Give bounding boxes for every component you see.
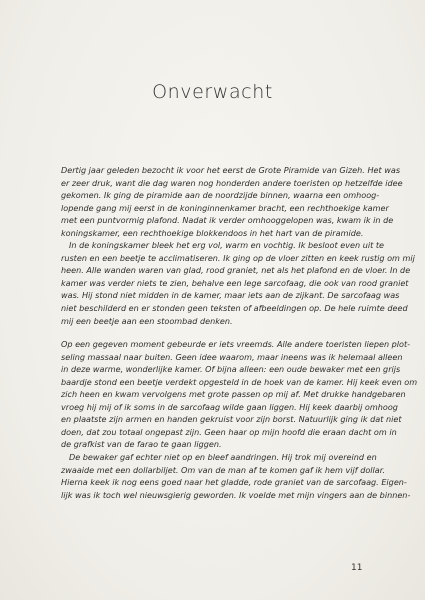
paragraph: [61, 338, 418, 451]
text-line: lopende gang mij eerst in de koninginnenkamer bracht, een rechthoekige kamer: [61, 202, 389, 213]
text-line: baardje stond een beetje verdekt opgesteld in de hoek van de kamer. Hij keek even om: [61, 376, 418, 387]
text-line: in deze warme, wonderlijke kamer. Of bijna alleen: een oude bewaker met een grijs: [61, 364, 401, 375]
text-line: mij een beetje aan een stoombad denken.: [61, 315, 233, 326]
text-line: Op een gegeven moment gebeurde er iets vreemds. Alle andere toeristen liepen plot-: [61, 339, 411, 350]
text-line: koningskamer, een rechthoekige blokkendoos in het hart van de piramide.: [61, 227, 364, 238]
text-line: kamer was verder niets te zien, behalve een lege sarcofaag, die ook van rood graniet: [61, 277, 409, 288]
text-line: zich heen en kwam vervolgens met grote passen op mij af. Met drukke handgebaren: [61, 389, 406, 400]
text-line: de grafkist van de farao te gaan liggen.: [61, 439, 222, 450]
paragraph: [61, 451, 411, 501]
text-line: De bewaker gaf echter niet op en bleef aandringen. Hij trok mij overeind en: [69, 452, 377, 463]
text-line: seling massaal naar buiten. Geen idee waarom, maar ineens was ik helemaal alleen: [61, 351, 403, 362]
text-line: niet beschilderd en er stonden geen teksten of afbeeldingen op. De hele ruimte deed: [61, 303, 408, 314]
text-line: met een puntvormig plafond. Nadat ik verder omhooggelopen was, kwam ik in de: [61, 215, 394, 226]
text-line: gekomen. Ik ging de piramide aan de noordzijde binnen, waarna een omhoog-: [61, 190, 380, 201]
text-line: Hierna keek ik nog eens goed naar het gladde, rode graniet van de sarcofaag. Eigen-: [61, 477, 407, 488]
page-number: 11: [351, 563, 363, 573]
text-line: rusten en een beetje te acclimatiseren. Ik ging op de vloer zitten en keek rustig om mij: [61, 252, 415, 263]
text-line: er zeer druk, want die dag waren nog honderden andere toeristen op hetzelfde idee: [61, 177, 403, 188]
text-line: heen. Alle wanden waren van glad, rood graniet, net als het plafond en de vloer. In de: [61, 265, 411, 276]
text-line: zwaaide met een dollarbiljet. Om van de man af te komen gaf ik hem vijf dollar.: [61, 464, 385, 475]
text-line: en plaatste zijn armen en handen gekruist voor zijn borst. Natuurlijk ging ik dat niet: [61, 414, 402, 425]
text-line: vroeg hij mij of ik soms in de sarcofaag wilde gaan liggen. Hij keek daarbij omhoog: [61, 401, 398, 412]
text-line: lijk was ik toch wel nieuwsgierig geworden. Ik voelde met mijn vingers aan de binnen-: [61, 489, 411, 500]
text-line: doen, dat zou totaal ongepast zijn. Geen haar op mijn hoofd die eraan dacht om in: [61, 426, 397, 437]
body-text: [61, 164, 418, 501]
paragraph: [61, 239, 415, 327]
text-line: was. Hij stond niet midden in de kamer, maar iets aan de zijkant. De sarcofaag was: [61, 290, 400, 301]
text-line: Dertig jaar geleden bezocht ik voor het eerst de Grote Piramide van Gizeh. Het was: [61, 165, 401, 175]
text-line: In de koningskamer bleek het erg vol, warm en vochtig. Ik besloot even uit te: [69, 240, 384, 251]
paragraph: [61, 164, 403, 239]
chapter-title: Onverwacht: [152, 81, 273, 103]
